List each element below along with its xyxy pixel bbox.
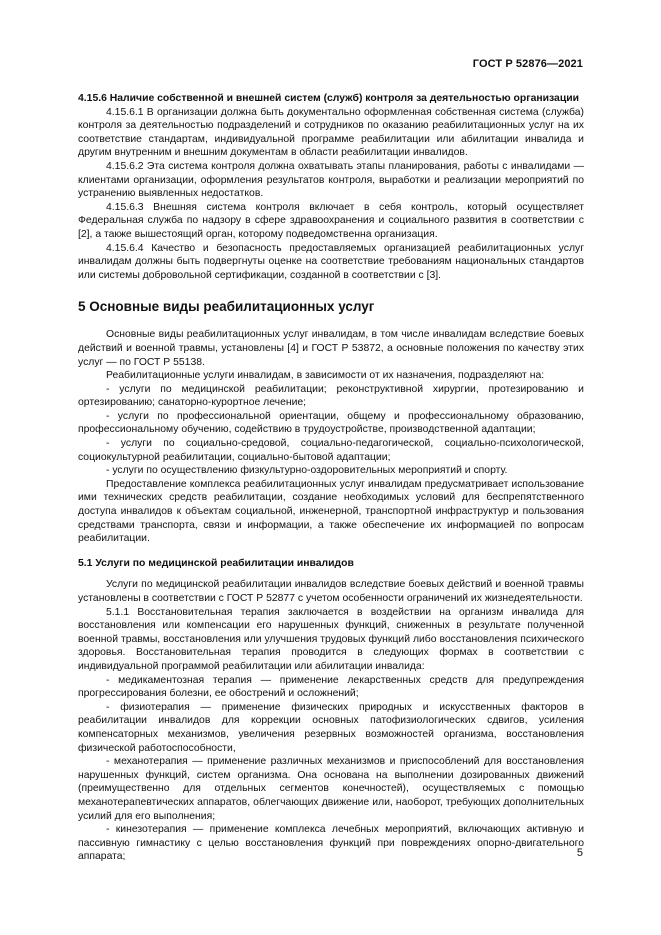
page-content — [78, 92, 584, 864]
list-item: - услуги по профессиональной ориентации, общему и профессиональному образованию, профессиональному обучению, содействию в трудоустройстве, производственной адаптации; — [78, 410, 584, 436]
clause-5-1-1: 5.1.1 Восстановительная терапия заключается в воздействии на организм инвалида для восстановления или компенсации его нарушенных функций, сниженных в результате полученной военной травмы, восстановления или улучшения трудовых функций либо восстановления психического здоровья. Восстановительная терапия проводится в следующих формах в соответствии с индивидуальной программой реабилитации или абилитации инвалида: — [78, 606, 584, 672]
section-5-1-heading: 5.1 Услуги по медицинской реабилитации инвалидов — [78, 557, 354, 569]
list-item: - услуги по осуществлению физкультурно-оздоровительных мероприятий и спорту. — [106, 465, 508, 477]
list-item: - услуги по медицинской реабилитации; реконструктивной хирургии, протезированию и ортезированию; санаторно-курортное лечение; — [78, 383, 584, 409]
list-item: - медикаментозная терапия — применение лекарственных средств для предупреждения прогрессирования болезни, ее обострений и осложнений; — [78, 674, 584, 700]
list-item: - кинезотерапия — применение комплекса лечебных мероприятий, включающих активную и пассивную гимнастику с целью восстановления функций при повреждениях опорно-двигательного аппарата; — [78, 824, 584, 863]
page-number: 5 — [576, 847, 583, 859]
clause-4-15-6-4: 4.15.6.4 Качество и безопасность предоставляемых организацией реабилитационных услуг инвалидам должны быть подвергнуты оценке на соответствие требованиям национальных стандартов или системы добровольной сертификации, созданной в соответствии с [3]. — [78, 242, 584, 281]
clause-4-15-6-heading: 4.15.6 Наличие собственной и внешней систем (служб) контроля за деятельностью организации — [78, 93, 579, 104]
list-item: - физиотерапия — применение физических природных и искусственных факторов в реабилитации инвалидов для коррекции основных патофизиологических сдвигов, усиления компенсаторных механизмов, увеличения резервных возможностей организма, восстановления физической работоспособности, — [78, 701, 584, 754]
section-5-intro: Основные виды реабилитационных услуг инвалидам, в том числе инвалидам вследствие боевых действий и военной травмы, установлены [4] и ГОСТ Р 53872, а основные положения по качеству этих услуг — по ГОСТ Р 55138. — [78, 329, 584, 368]
document-code-header: ГОСТ Р 52876—2021 — [472, 58, 583, 70]
clause-4-15-6-2: 4.15.6.2 Эта система контроля должна охватывать этапы планирования, работы с инвалидами — клиентами организации, оформления результатов контроля, выработки и реализации мероприятий по устранению выявленных недостатков. — [78, 160, 584, 200]
section-5-provision: Предоставление комплекса реабилитационных услуг инвалидам предусматривает использование ими технических средств реабилитации, создание необходимых условий для беспрепятственного доступа инвалидов к объектам социальной, инженерной, транспортной инфраструктур и пользования средствами транспорта, связи и информации, а также обеспечение их информацией по вопросам реабилитации. — [78, 478, 584, 545]
clause-4-15-6-3: 4.15.6.3 Внешняя система контроля включает в себя контроль, который осуществляет Федеральная служба по надзору в сфере здравоохранения и социального развития в соответствии с [2], а также вышестоящий орган, которому подведомственна организация. — [78, 201, 584, 240]
section-5-heading: 5 Основные виды реабилитационных услуг — [78, 299, 375, 315]
section-5-1-intro: Услуги по медицинской реабилитации инвалидов вследствие боевых действий и военной травмы установлены в соответствии с ГОСТ Р 52877 с учетом особенности ограничений их жизнедеятельности. — [78, 579, 584, 604]
section-5-classification: Реабилитационные услуги инвалидам, в зависимости от их назначения, подразделяют на: — [106, 370, 545, 382]
clause-4-15-6-1: 4.15.6.1 В организации должна быть документально оформленная собственная система (служба) контроля за деятельностью подразделений и сотрудников по оказанию реабилитационных услуг на их соответствие стандартам, индивидуальной программе реабилитации или абилитации инвалида и другим внутренним и внешним документам в области реабилитации инвалидов. — [78, 106, 584, 159]
list-item: - услуги по социально-средовой, социально-педагогической, социально-психологической, социокультурной реабилитации, социально-бытовой адаптации; — [78, 438, 584, 463]
list-item: - механотерапия — применение различных механизмов и приспособлений для восстановления нарушенных функций, систем организма. Она основана на выполнении дозированных движений (преимущественно для отдельных сегментов конечностей), осуществляемых с помощью механотерапевтических аппаратов, облегчающих движение или, наоборот, требующих дополнительных усилий для его выполнения; — [78, 756, 584, 822]
